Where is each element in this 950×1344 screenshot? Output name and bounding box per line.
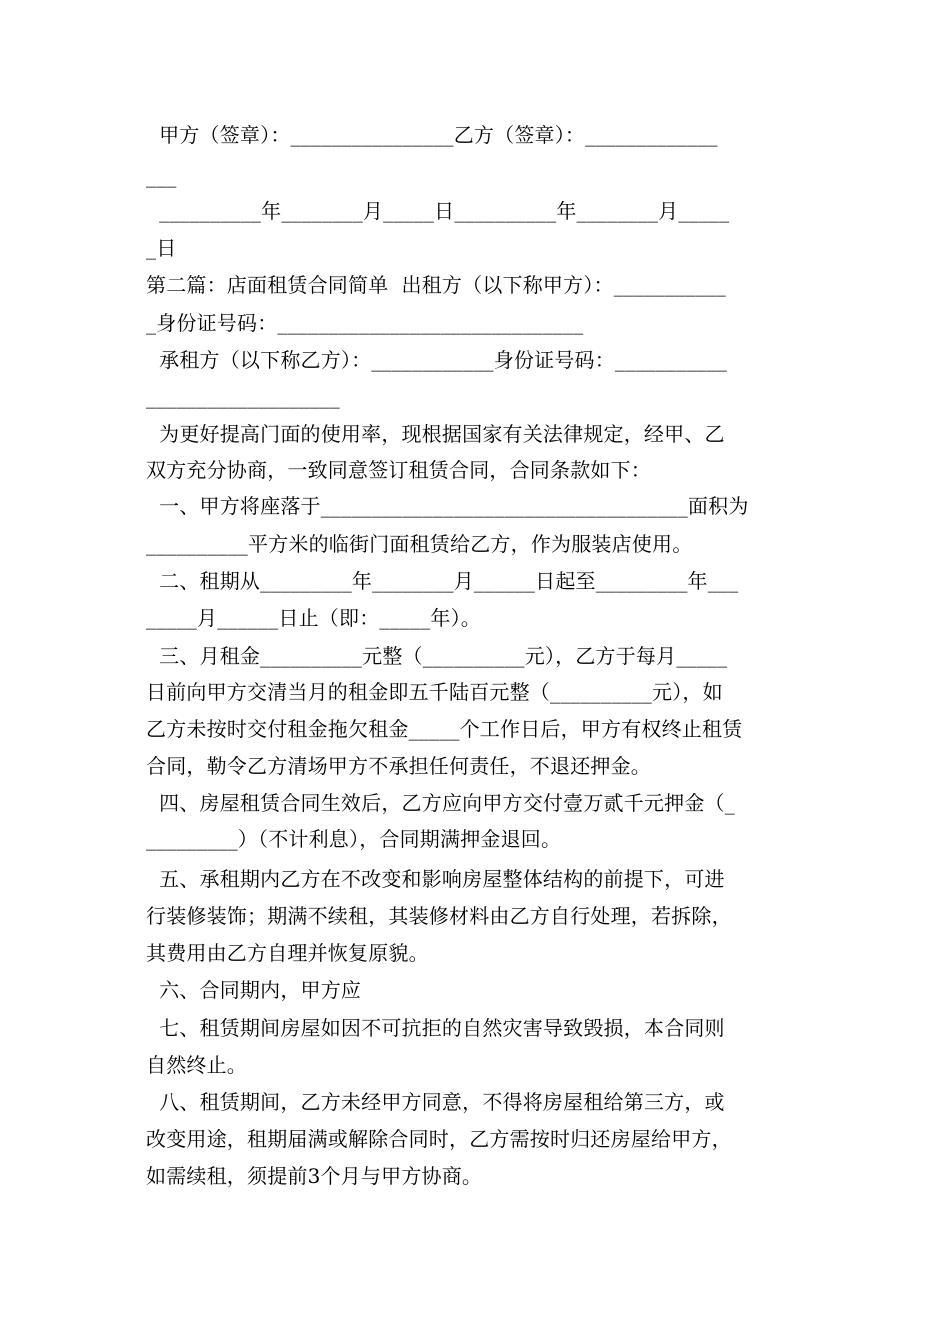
clause-7-line: 七、租赁期间房屋如因不可抗拒的自然灾害导致毁损，本合同则 — [146, 1016, 725, 1040]
clause-8-line: 如需续租，须提前3个月与甲方协商。 — [146, 1164, 483, 1188]
clause-5-line: 五、承租期内乙方在不改变和影响房屋整体结构的前提下，可进 — [146, 867, 725, 891]
clause-5-line: 其费用由乙方自理并恢复原貌。 — [146, 941, 429, 965]
clause-3-line: 合同，勒令乙方清场甲方不承担任何责任，不退还押金。 — [146, 754, 651, 778]
section-heading: 第二篇：店面租赁合同简单 出租方（以下称甲方）：___________ — [146, 273, 726, 297]
signature-line-continued: ___ — [146, 164, 177, 188]
date-line-continued: _日 — [146, 236, 177, 260]
signature-line: 甲方（签章）：________________乙方（签章）：_____________ — [146, 123, 718, 147]
clause-4-line: 四、房屋租赁合同生效后，乙方应向甲方交付壹万贰千元押金（_ — [146, 791, 735, 815]
clause-3-line: 日前向甲方交清当月的租金即五千陆百元整（__________元），如 — [146, 680, 723, 704]
clause-3-line: 三、月租金__________元整（__________元），乙方于每月_____ — [146, 644, 728, 668]
clause-1-line: __________平方米的临街门面租赁给乙方，作为服装店使用。 — [146, 532, 693, 556]
clause-6-line: 六、合同期内，甲方应 — [146, 978, 362, 1002]
date-line: __________年________月_____日__________年________月_____ — [146, 199, 730, 223]
clause-7-line: 自然终止。 — [146, 1053, 247, 1077]
clause-8-line: 改变用途，租期届满或解除合同时，乙方需按时归还房屋给甲方， — [146, 1127, 732, 1151]
clause-4-line: _________）（不计利息），合同期满押金退回。 — [146, 827, 562, 851]
lessee-id-line: ___________________ — [146, 385, 340, 409]
clause-5-line: 行装修装饰；期满不续租，其装修材料由乙方自行处理，若拆除， — [146, 904, 732, 928]
clause-2-line: _____月______日止（即：_____年）。 — [146, 606, 481, 630]
clause-2-line: 二、租期从_________年________月______日起至_________年___ — [146, 569, 739, 593]
lessee-line: 承租方（以下称乙方）：____________身份证号码：___________ — [146, 348, 728, 372]
lessor-id-line: _身份证号码：______________________________ — [146, 311, 584, 335]
clause-8-line: 八、租赁期间，乙方未经甲方同意，不得将房屋租给第三方，或 — [146, 1090, 725, 1114]
clause-1-line: 一、甲方将座落于____________________________________面积为 — [146, 494, 749, 518]
preamble-line: 双方充分协商，一致同意签订租赁合同，合同条款如下： — [146, 458, 651, 482]
preamble-line: 为更好提高门面的使用率，现根据国家有关法律规定，经甲、乙 — [146, 422, 725, 446]
clause-3-line: 乙方未按时交付租金拖欠租金_____个工作日后，甲方有权终止租赁 — [146, 717, 743, 741]
